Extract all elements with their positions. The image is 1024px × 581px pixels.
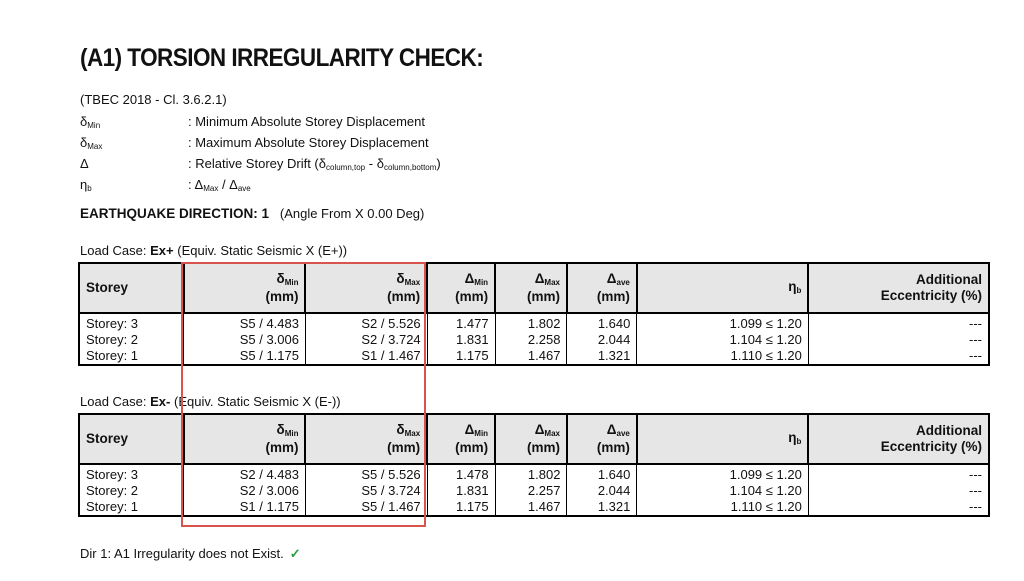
definition-dmin: $\delta_{Min}$ : Minimum Absolute Storey Displacement [80,114,425,130]
col-dmax: $\delta_{Max}$ (mm) [305,414,427,464]
result-statement: Dir 1: A1 Irregularity does not Exist. ✓ [80,546,301,561]
page-title: (A1) TORSION IRREGULARITY CHECK: [80,44,484,72]
col-dmax: $\delta_{Max}$ (mm) [305,263,427,313]
col-drift-max: $\Delta_{Max}$ (mm) [495,263,567,313]
col-drift-max: $\Delta_{Max}$ (mm) [495,414,567,464]
definition-drift: Δ : Relative Storey Drift $(\delta_{column,top} - \delta_{column,bottom})$ [80,156,441,172]
results-table-2 [78,413,990,517]
col-dmin: $\delta_{Min}$ (mm) [184,263,306,313]
col-eta: $\eta_b$ [637,263,808,313]
table-row: Storey: 3 S5 / 4.483 S2 / 5.526 1.477 1.802 1.640 1.099 ≤ 1.20 --- [79,313,989,332]
col-dmin: $\delta_{Min}$ (mm) [184,414,306,464]
check-icon: ✓ [289,546,301,561]
load-case-2: Load Case: Ex- (Equiv. Static Seismic X (E-)) [80,394,341,409]
results-table-1 [78,262,990,366]
col-drift-ave: $\Delta_{ave}$ (mm) [567,263,637,313]
col-drift-min: $\Delta_{Min}$ (mm) [427,263,495,313]
table-row: Storey: 2 S5 / 3.006 S2 / 3.724 1.831 2.258 2.044 1.104 ≤ 1.20 --- [79,332,989,348]
definition-dmax: $\delta_{Max}$ : Maximum Absolute Storey Displacement [80,135,429,151]
definition-eta: $\eta_b$ : $\Delta_{Max} / \Delta_{ave}$ [80,177,251,193]
table-row: Storey: 3 S2 / 4.483 S5 / 5.526 1.478 1.802 1.640 1.099 ≤ 1.20 --- [79,464,989,483]
symbol-definitions [80,111,441,195]
code-reference: (TBEC 2018 - Cl. 3.6.2.1) [80,92,227,107]
col-drift-ave: $\Delta_{ave}$ (mm) [567,414,637,464]
table-row: Storey: 1 S1 / 1.175 S5 / 1.467 1.175 1.467 1.321 1.110 ≤ 1.20 --- [79,499,989,516]
earthquake-direction: EARTHQUAKE DIRECTION: 1 (Angle From X 0.00 Deg) [80,206,425,221]
table-row: Storey: 2 S2 / 3.006 S5 / 3.724 1.831 2.257 2.044 1.104 ≤ 1.20 --- [79,483,989,499]
col-eccentricity: Additional Eccentricity (%) [808,263,989,313]
table-header [79,263,989,313]
col-drift-min: $\Delta_{Min}$ (mm) [427,414,495,464]
col-storey: Storey [79,263,184,313]
table-header [79,414,989,464]
table-row: Storey: 1 S5 / 1.175 S1 / 1.467 1.175 1.467 1.321 1.110 ≤ 1.20 --- [79,348,989,365]
load-case-1: Load Case: Ex+ (Equiv. Static Seismic X (E+)) [80,243,348,258]
col-eccentricity: Additional Eccentricity (%) [808,414,989,464]
col-eta: $\eta_b$ [637,414,808,464]
col-storey: Storey [79,414,184,464]
